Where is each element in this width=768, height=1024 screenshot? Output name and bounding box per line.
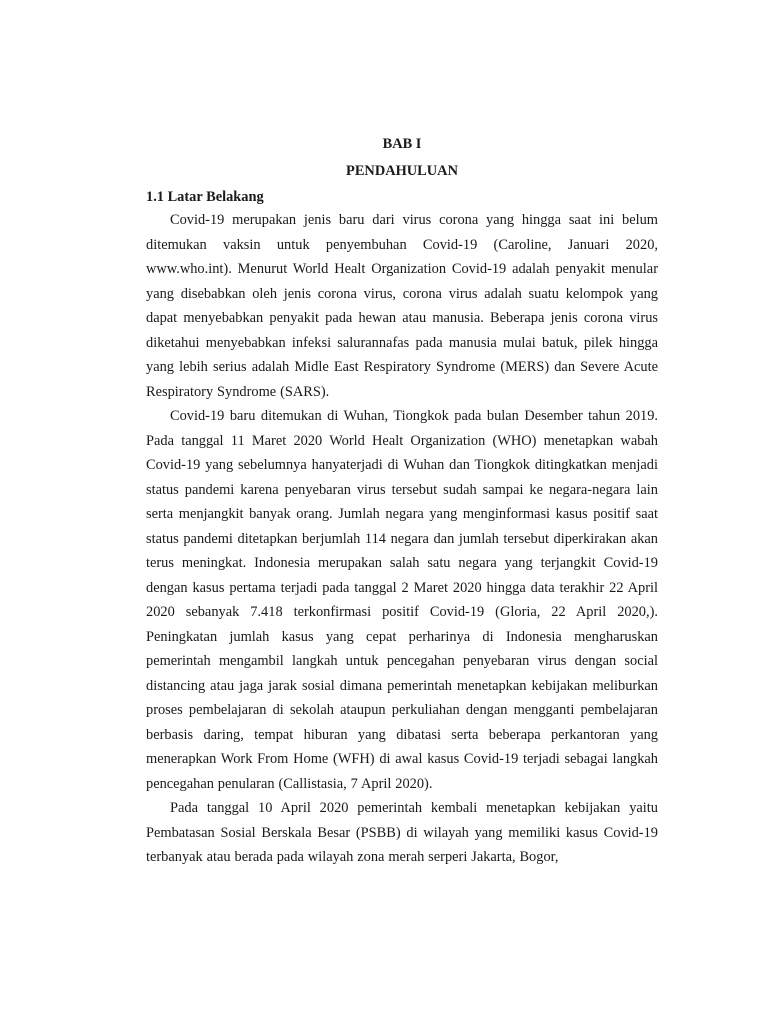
- chapter-heading: BAB I: [382, 136, 422, 152]
- chapter-title: PENDAHULUAN: [346, 163, 458, 179]
- paragraph: Pada tanggal 10 April 2020 pemerintah kembali menetapkan kebijakan yaitu Pembatasan Sosial Berskala Besar (PSBB) di wilayah yang memiliki kasus Covid-19 terbanyak atau berada pada wilayah zona merah serperi Jakarta, Bogor,: [146, 800, 658, 865]
- paragraph: Covid-19 merupakan jenis baru dari virus corona yang hingga saat ini belum ditemukan vaksin untuk penyembuhan Covid-19 (Caroline, Januari 2020, www.who.int). Menurut World Healt Organization Covid-19 adalah penyakit menular yang disebabkan oleh jenis corona virus, corona virus adalah suatu kelompok yang dapat menyebabkan penyakit pada hewan atau manusia. Beberapa jenis corona virus diketahui menyebabkan infeksi salurannafas pada manusia mulai batuk, pilek hingga yang lebih serius adalah Midle East Respiratory Syndrome (MERS) dan Severe Acute Respiratory Syndrome (SARS).: [146, 212, 658, 400]
- section-title: 1.1 Latar Belakang: [146, 189, 264, 205]
- page-content: [146, 136, 658, 870]
- paragraph: Covid-19 baru ditemukan di Wuhan, Tiongkok pada bulan Desember tahun 2019. Pada tanggal 11 Maret 2020 World Healt Organization (WHO) menetapkan wabah Covid-19 yang sebelumnya hanyaterjadi di Wuhan dan Tiongkok ditingkatkan menjadi status pandemi karena penyebaran virus tersebut sudah sampai ke negara-negara lain serta menjangkit banyak orang. Jumlah negara yang menginformasi kasus positif saat status pandemi ditetapkan berjumlah 114 negara dan jumlah tersebut diperkirakan akan terus meningkat. Indonesia merupakan salah satu negara yang terjangkit Covid-19 dengan kasus pertama terjadi pada tanggal 2 Maret 2020 hingga data terakhir 22 April 2020 sebanyak 7.418 terkonfirmasi positif Covid-19 (Gloria, 22 April 2020,). Peningkatan jumlah kasus yang cepat perharinya di Indonesia mengharuskan pemerintah mengambil langkah untuk pencegahan penyebaran virus dengan social distancing atau jaga jarak sosial dimana pemerintah menetapkan kebijakan meliburkan proses pembelajaran di sekolah ataupun perkuliahan dengan mengganti pembelajaran berbasis daring, tempat hiburan yang dibatasi serta beberapa perkantoran yang menerapkan Work From Home (WFH) di awal kasus Covid-19 terjadi sebagai langkah pencegahan penularan (Callistasia, 7 April 2020).: [146, 408, 658, 792]
